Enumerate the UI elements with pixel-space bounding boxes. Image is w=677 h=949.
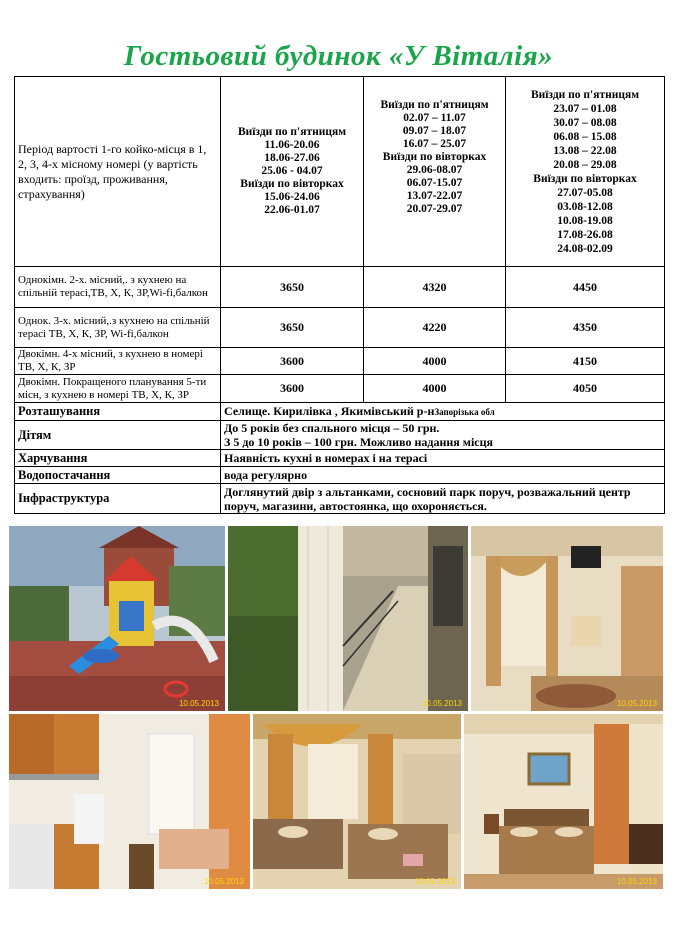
info-row-location (15, 403, 665, 421)
price-cell: 4320 (364, 267, 506, 308)
price-cell: 3650 (221, 308, 364, 348)
price-cell: 4000 (364, 348, 506, 375)
date-range: 13.07-22.07 (406, 190, 463, 202)
fri-heading: Виїзди по п'ятницям (237, 126, 347, 138)
room-tv-photo (471, 526, 663, 711)
date-range: 29.06-08.07 (406, 164, 463, 176)
water-value: вода регулярно (221, 467, 665, 484)
date-range: 24.08-02.09 (557, 242, 613, 255)
dates-column-1 (221, 77, 364, 267)
date-range: 06.08 – 15.08 (553, 130, 617, 143)
table-row (15, 308, 665, 348)
price-cell: 4000 (364, 375, 506, 403)
date-range: 13.08 – 22.08 (553, 144, 617, 157)
info-row-children (15, 421, 665, 450)
room-label: Двокімн. Покращеного планування 5-ти місн, з кухнею в номері ТВ, Х, К, ЗР (15, 375, 221, 403)
room-label: Однокімн. 2-х. місний,. з кухнею на спільній терасі,ТВ, Х, К, ЗР,Wi-fi,балкон (15, 267, 221, 308)
price-cell: 4220 (364, 308, 506, 348)
table-row (15, 348, 665, 375)
location-value (221, 403, 665, 421)
bedroom-double-photo (464, 714, 663, 889)
location-label: Розташування (15, 403, 221, 421)
date-range: 16.07 – 25.07 (402, 138, 467, 150)
location-suffix: Запорізька обл (434, 407, 495, 417)
photo-date-stamp: 10.05.2013 (203, 877, 244, 886)
playground-photo (9, 526, 225, 711)
period-label: Період вартості 1-го койко-місця в 1, 2, 3, 4-х місному номері (у вартість входить: проїзд, проживання, страхування) (15, 77, 221, 267)
bedroom-twin-photo (253, 714, 461, 889)
table-row (15, 267, 665, 308)
date-range: 25.06 - 04.07 (261, 165, 323, 177)
children-line: До 5 років без спального місця – 50 грн. (224, 421, 440, 435)
date-range: 20.08 – 29.08 (553, 158, 617, 171)
tue-heading: Виїзди по вівторках (240, 178, 344, 190)
date-range: 30.07 – 08.08 (553, 116, 617, 129)
children-line: З 5 до 10 років – 100 грн. Можливо надання місця (224, 435, 494, 449)
kitchen-photo (9, 714, 250, 889)
date-range: 27.07-05.08 (557, 186, 613, 199)
date-range: 18.06-27.06 (264, 152, 320, 164)
infrastructure-label: Інфраструктура (15, 484, 221, 514)
food-label: Харчування (15, 450, 221, 467)
date-range: 22.06-01.07 (264, 204, 320, 216)
date-range: 03.08-12.08 (557, 200, 613, 213)
price-cell: 3600 (221, 375, 364, 403)
date-range: 20.07-29.07 (406, 203, 463, 215)
price-cell: 3600 (221, 348, 364, 375)
dates-column-2 (364, 77, 506, 267)
photo-date-stamp: 10.05.2013 (616, 699, 657, 708)
children-value (221, 421, 665, 450)
price-cell: 4450 (506, 267, 665, 308)
date-range: 09.07 – 18.07 (402, 125, 467, 137)
page-title: Гостьовий будинок «У Віталія» (123, 40, 554, 72)
price-cell: 4050 (506, 375, 665, 403)
price-table (14, 76, 665, 514)
photo-date-stamp: 10.05.2013 (178, 699, 219, 708)
table-row (15, 375, 665, 403)
date-range: 06.07-15.07 (406, 177, 463, 189)
date-range: 17.08-26.08 (557, 228, 613, 241)
date-range: 23.07 – 01.08 (553, 102, 617, 115)
date-range: 02.07 – 11.07 (403, 112, 466, 124)
date-range: 15.06-24.06 (264, 191, 320, 203)
tue-heading: Виїзди по вівторках (533, 172, 637, 185)
date-range: 10.08-19.08 (557, 214, 613, 227)
children-label: Дітям (15, 421, 221, 450)
location-text: Селище. Кирилівка , Якимівський р-н (224, 404, 435, 418)
info-row-infrastructure (15, 484, 665, 514)
food-value: Наявність кухні в номерах і на терасі (221, 450, 665, 467)
infrastructure-value: Доглянутий двір з альтанками, сосновий парк поруч, розважальний центр поруч, магазини, автостоянка, що охороняється. (221, 484, 665, 514)
date-range: 11.06-20.06 (264, 139, 320, 151)
fri-heading: Виїзди по п'ятницям (380, 99, 489, 111)
price-cell: 3650 (221, 267, 364, 308)
info-row-water (15, 467, 665, 484)
room-label: Однок. 3-х. місний,.з кухнею на спільній терасі ТВ, Х, К, ЗР, Wi-fi,балкон (15, 308, 221, 348)
photo-date-stamp: 10.05.2013 (421, 699, 462, 708)
terrace-photo (228, 526, 468, 711)
photo-date-stamp: 10.05.2013 (616, 877, 657, 886)
photo-date-stamp: 10.05.2013 (414, 877, 455, 886)
fri-heading: Виїзди по п'ятницям (530, 88, 640, 101)
table-header-row (15, 77, 665, 267)
dates-column-3 (506, 77, 665, 267)
price-cell: 4150 (506, 348, 665, 375)
water-label: Водопостачання (15, 467, 221, 484)
room-label: Двокімн. 4-х місний, з кухнею в номері ТВ, Х, К, ЗР (15, 348, 221, 375)
info-row-food (15, 450, 665, 467)
price-cell: 4350 (506, 308, 665, 348)
tue-heading: Виїзди по вівторках (382, 151, 487, 163)
